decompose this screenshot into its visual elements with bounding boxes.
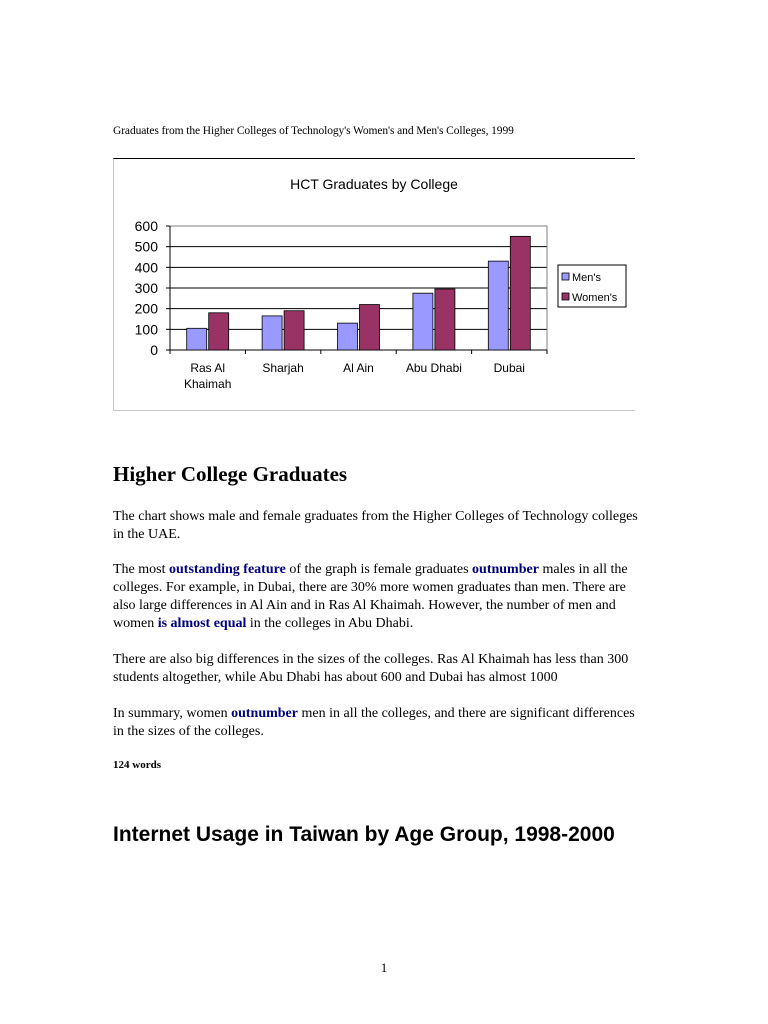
p2-text-d: in the colleges in Abu Dhabi.: [246, 616, 414, 631]
bar-mens: [187, 328, 207, 350]
x-tick-label: Khaimah: [184, 377, 232, 391]
bar-chart-svg: [114, 159, 636, 411]
y-tick-label: 300: [134, 280, 158, 296]
bar-womens: [360, 305, 380, 350]
paragraph-sizes: There are also big differences in the sizes of the colleges. Ras Al Khaimah has less than 300 students altogether, while Abu Dhabi has about 600 and Dubai has almost 1000: [113, 652, 629, 685]
bar-mens: [262, 316, 282, 350]
bar-mens: [338, 323, 358, 350]
chart-caption: Graduates from the Higher Colleges of Technology's Women's and Men's Colleges, 1999: [113, 125, 514, 137]
legend-swatch: [562, 273, 569, 280]
y-tick-label: 200: [134, 300, 158, 317]
bar-chart: [113, 158, 635, 411]
keyword-outstanding-feature: outstanding feature: [169, 562, 286, 577]
y-tick-label: 400: [134, 259, 158, 276]
keyword-is-almost-equal: is almost equal: [157, 616, 247, 631]
legend-label: Men's: [572, 272, 601, 284]
y-tick-label: 500: [134, 238, 158, 255]
next-section-heading: Internet Usage in Taiwan by Age Group, 1998-2000: [113, 823, 615, 846]
x-tick-label: Ras Al: [190, 361, 226, 375]
keyword-outnumber-summary: outnumber: [231, 706, 298, 721]
paragraph-feature: [113, 561, 648, 633]
y-tick-label: 100: [134, 321, 158, 338]
x-tick-label: Abu Dhabi: [405, 361, 462, 375]
paragraph-summary: [113, 705, 648, 741]
legend-label: Women's: [572, 292, 618, 304]
chart-title: HCT Graduates by College: [290, 176, 458, 192]
p2-text-b: of the graph is female graduates: [285, 562, 473, 577]
legend-swatch: [562, 293, 569, 300]
bar-womens: [284, 311, 304, 350]
p4-text-b: men in all the colleges, and there are significant differences in the sizes of the colleges.: [113, 706, 635, 739]
bar-womens: [209, 313, 229, 350]
bar-mens: [488, 261, 508, 350]
x-tick-label: Dubai: [493, 361, 525, 375]
x-tick-label: Sharjah: [262, 361, 304, 375]
keyword-outnumber: outnumber: [472, 562, 539, 577]
page-number: 1: [380, 960, 388, 975]
y-tick-label: 0: [150, 342, 158, 358]
word-count: 124 words: [113, 759, 161, 771]
p2-text-a: The most: [113, 562, 169, 577]
paragraph-intro: The chart shows male and female graduates from the Higher Colleges of Technology colleges in the UAE.: [113, 509, 638, 542]
bar-womens: [510, 236, 530, 350]
y-tick-label: 600: [134, 218, 158, 234]
p4-text-a: In summary, women: [113, 706, 232, 721]
p2-text-c: males in all the colleges. For example, in Dubai, there are 30% more women graduates than men. There are also large differences in Al Ain and in Ras Al Khaimah. However, the number of men and women: [113, 562, 628, 631]
bar-womens: [435, 289, 455, 350]
bar-mens: [413, 293, 433, 350]
x-tick-label: Al Ain: [343, 361, 374, 375]
section-heading: Higher College Graduates: [113, 462, 348, 486]
